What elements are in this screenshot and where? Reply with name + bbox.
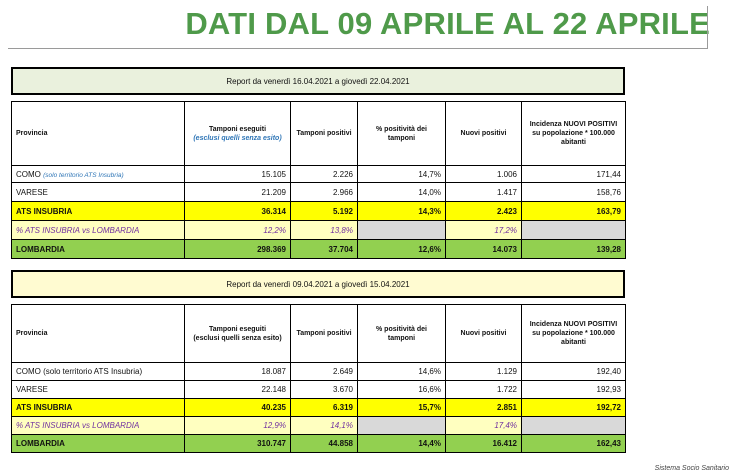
col-header-pct-positivita: % positività dei tamponi	[358, 102, 446, 166]
cell-tamponi: 12,2%	[185, 221, 291, 240]
cell-nuovi: 1.006	[446, 166, 522, 183]
table-row-ats	[12, 399, 626, 417]
table-row-lombardia	[12, 240, 626, 259]
cell-nuovi: 1.129	[446, 363, 522, 381]
cell-tamponi: 18.087	[185, 363, 291, 381]
cell-nuovi: 14.073	[446, 240, 522, 259]
col-header-pct-positivita: % positività dei tamponi	[358, 305, 446, 363]
cell-pct: 14,7%	[358, 166, 446, 183]
cell-incidenza: 171,44	[522, 166, 626, 183]
col-header-incidenza: Incidenza NUOVI POSITIVI su popolazione * 100.000 abitanti	[522, 102, 626, 166]
cell-incidenza: 192,72	[522, 399, 626, 417]
row-label: LOMBARDIA	[12, 435, 185, 453]
footer-note: Sistema Socio Sanitario	[654, 465, 729, 472]
cell-positivi: 3.670	[291, 381, 358, 399]
cell-nuovi: 2.851	[446, 399, 522, 417]
cell-incidenza-empty	[522, 417, 626, 435]
report-header: Report da venerdì 09.04.2021 a giovedì 15.04.2021	[11, 270, 625, 298]
table-row-pct	[12, 221, 626, 240]
cell-tamponi: 298.369	[185, 240, 291, 259]
cell-tamponi: 15.105	[185, 166, 291, 183]
row-label: VARESE	[12, 381, 185, 399]
table-row	[12, 363, 626, 381]
cell-incidenza: 139,28	[522, 240, 626, 259]
table-row	[12, 183, 626, 202]
row-label: COMO (solo territorio ATS Insubria)	[12, 363, 185, 381]
col-header-tamponi-positivi: Tamponi positivi	[291, 102, 358, 166]
cell-tamponi: 40.235	[185, 399, 291, 417]
cell-pct: 14,4%	[358, 435, 446, 453]
report-header: Report da venerdì 16.04.2021 a giovedì 22.04.2021	[11, 67, 625, 95]
cell-tamponi: 21.209	[185, 183, 291, 202]
report-table	[11, 298, 626, 453]
cell-pct-empty	[358, 417, 446, 435]
cell-incidenza: 158,76	[522, 183, 626, 202]
col-header-nuovi-positivi: Nuovi positivi	[446, 102, 522, 166]
col-header-tamponi-eseguiti: Tamponi eseguiti (esclusi quelli senza esito)	[185, 305, 291, 363]
col-header-incidenza: Incidenza NUOVI POSITIVI su popolazione * 100.000 abitanti	[522, 305, 626, 363]
cell-tamponi: 22.148	[185, 381, 291, 399]
col-header-tamponi-eseguiti: Tamponi eseguiti (esclusi quelli senza esito)	[185, 102, 291, 166]
row-label: % ATS INSUBRIA vs LOMBARDIA	[12, 417, 185, 435]
row-label: ATS INSUBRIA	[12, 399, 185, 417]
report-table	[11, 95, 626, 259]
cell-positivi: 2.226	[291, 166, 358, 183]
cell-positivi: 5.192	[291, 202, 358, 221]
report-previous-week	[11, 270, 625, 453]
col-header-note: (esclusi quelli senza esito)	[193, 134, 282, 142]
cell-incidenza: 163,79	[522, 202, 626, 221]
cell-incidenza: 192,40	[522, 363, 626, 381]
cell-positivi: 44.858	[291, 435, 358, 453]
row-label: VARESE	[12, 183, 185, 202]
cell-incidenza-empty	[522, 221, 626, 240]
cell-incidenza: 192,93	[522, 381, 626, 399]
title-side-divider	[707, 6, 708, 48]
cell-tamponi: 36.314	[185, 202, 291, 221]
table-row-lombardia	[12, 435, 626, 453]
cell-nuovi: 17,4%	[446, 417, 522, 435]
cell-pct: 14,0%	[358, 183, 446, 202]
title-divider	[8, 48, 708, 49]
row-label: % ATS INSUBRIA vs LOMBARDIA	[12, 221, 185, 240]
cell-pct: 14,6%	[358, 363, 446, 381]
cell-pct-empty	[358, 221, 446, 240]
cell-positivi: 37.704	[291, 240, 358, 259]
row-label: COMO (solo territorio ATS Insubria)	[12, 166, 185, 183]
cell-pct: 15,7%	[358, 399, 446, 417]
cell-incidenza: 162,43	[522, 435, 626, 453]
col-header-tamponi-positivi: Tamponi positivi	[291, 305, 358, 363]
table-row-ats	[12, 202, 626, 221]
col-header-provincia: Provincia	[12, 305, 185, 363]
cell-positivi: 2.966	[291, 183, 358, 202]
cell-positivi: 2.649	[291, 363, 358, 381]
cell-nuovi: 1.722	[446, 381, 522, 399]
cell-pct: 14,3%	[358, 202, 446, 221]
table-row	[12, 166, 626, 183]
cell-pct: 12,6%	[358, 240, 446, 259]
table-row	[12, 381, 626, 399]
cell-tamponi: 310.747	[185, 435, 291, 453]
cell-positivi: 14,1%	[291, 417, 358, 435]
cell-positivi: 13,8%	[291, 221, 358, 240]
cell-tamponi: 12,9%	[185, 417, 291, 435]
cell-nuovi: 16.412	[446, 435, 522, 453]
row-label: ATS INSUBRIA	[12, 202, 185, 221]
cell-nuovi: 17,2%	[446, 221, 522, 240]
cell-positivi: 6.319	[291, 399, 358, 417]
row-label: LOMBARDIA	[12, 240, 185, 259]
report-current-week	[11, 67, 625, 259]
table-row-pct	[12, 417, 626, 435]
page-title: DATI DAL 09 APRILE AL 22 APRILE	[185, 6, 710, 41]
cell-nuovi: 2.423	[446, 202, 522, 221]
cell-pct: 16,6%	[358, 381, 446, 399]
col-header-provincia: Provincia	[12, 102, 185, 166]
col-header-nuovi-positivi: Nuovi positivi	[446, 305, 522, 363]
cell-nuovi: 1.417	[446, 183, 522, 202]
col-header-note: (esclusi quelli senza esito)	[193, 334, 282, 342]
